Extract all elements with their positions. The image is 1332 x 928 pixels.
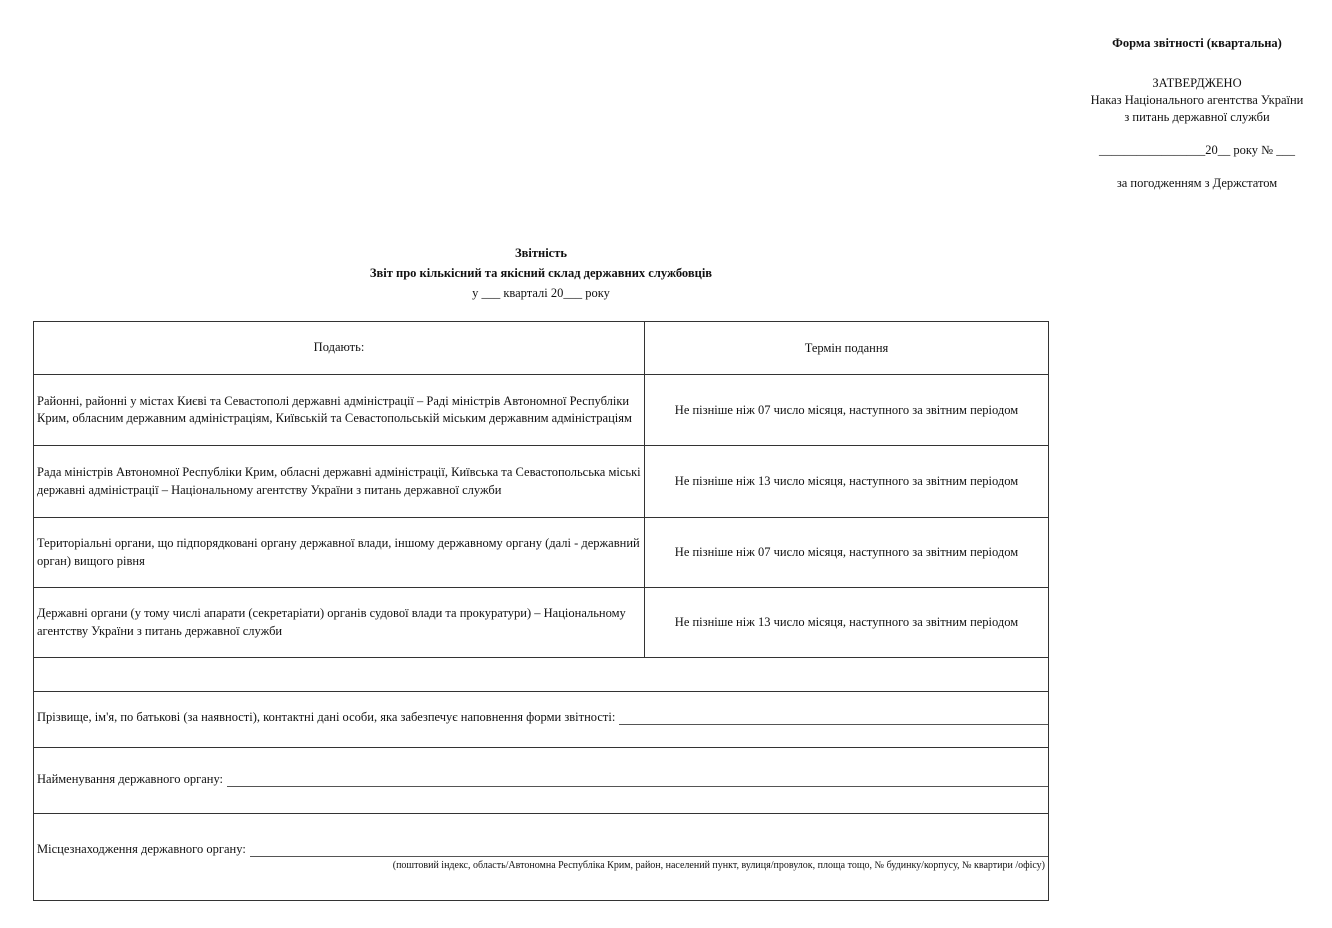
approved-stamp-text: ЗАТВЕРДЖЕНО <box>1152 76 1242 90</box>
agency-location-input-line[interactable] <box>250 844 1048 857</box>
contact-person-label: Прізвище, ім'я, по батькові (за наявності), контактні дані особи, яка забезпечує наповнення форми звітності: <box>37 710 616 724</box>
deadline-cell: Не пізніше ніж 07 число місяця, наступного за звітним періодом <box>674 545 1019 559</box>
report-period: у ___ кварталі 20___ року <box>472 286 610 300</box>
submitter-cell: Рада міністрів Автономної Республіки Крим, обласні державні адміністрації, Київська та Севастопольська міські державні адміністрації – Національному агентству України з питань державної служби <box>34 446 645 517</box>
table-header-row <box>34 322 1048 375</box>
deadline-cell: Не пізніше ніж 07 число місяця, наступного за звітним періодом <box>674 402 1019 417</box>
column-header-deadline: Термін подання <box>804 340 889 355</box>
table-row <box>34 588 1048 658</box>
order-date-line: _________________20__ року № ___ <box>1099 143 1295 157</box>
report-title-block <box>33 243 1049 303</box>
order-line-2: з питань державної служби <box>1124 110 1270 124</box>
agency-location-label: Місцезнаходження державного органу: <box>37 842 246 856</box>
deadline-cell: Не пізніше ніж 13 число місяця, наступного за звітним періодом <box>674 615 1019 629</box>
agency-name-label: Найменування державного органу: <box>37 772 223 786</box>
contact-person-input-line[interactable] <box>619 712 1048 725</box>
agency-name-input-line[interactable] <box>227 774 1048 787</box>
report-subtitle: Звіт про кількісний та якісний склад державних службовців <box>369 266 713 280</box>
contact-person-field[interactable] <box>37 710 1048 725</box>
agency-location-row <box>34 814 1048 900</box>
table-row <box>34 375 1048 446</box>
agreement-note: за погодженням з Держстатом <box>1116 176 1278 190</box>
agency-name-field[interactable] <box>37 772 1048 787</box>
submitter-cell: Територіальні органи, що підпорядковані органу державної влади, іншому державному органу (далі - державний орган) вищого рівня <box>34 518 645 587</box>
approval-block <box>1066 35 1328 192</box>
column-header-submitter: Подають: <box>34 322 645 374</box>
report-title: Звітність <box>515 246 567 260</box>
agency-location-field[interactable] <box>37 842 1048 857</box>
empty-row <box>34 658 1048 692</box>
submitter-cell: Районні, районні у містах Києві та Севастополі державні адміністрації – Раді міністрів Автономної Республіки Крим, обласним державним адміністраціям, Київській та Севастопольській міським державним адміністраціям <box>34 375 645 445</box>
form-type-label: Форма звітності (квартальна) <box>1112 36 1282 50</box>
table-row <box>34 518 1048 588</box>
table-row <box>34 446 1048 518</box>
submitter-cell: Державні органи (у тому числі апарати (секретаріати) органів судової влади та прокуратури) – Національному агентству України з питань державної служби <box>34 588 645 657</box>
submission-table <box>33 321 1049 901</box>
location-hint: (поштовий індекс, область/Автономна Республіка Крим, район, населений пункт, вулиця/провулок, площа тощо, № будинку/корпусу, № квартири /офісу) <box>392 860 1045 871</box>
contact-person-row <box>34 692 1048 748</box>
agency-name-row <box>34 748 1048 814</box>
deadline-cell: Не пізніше ніж 13 число місяця, наступного за звітним періодом <box>674 474 1019 488</box>
order-line-1: Наказ Національного агентства України <box>1090 93 1304 107</box>
